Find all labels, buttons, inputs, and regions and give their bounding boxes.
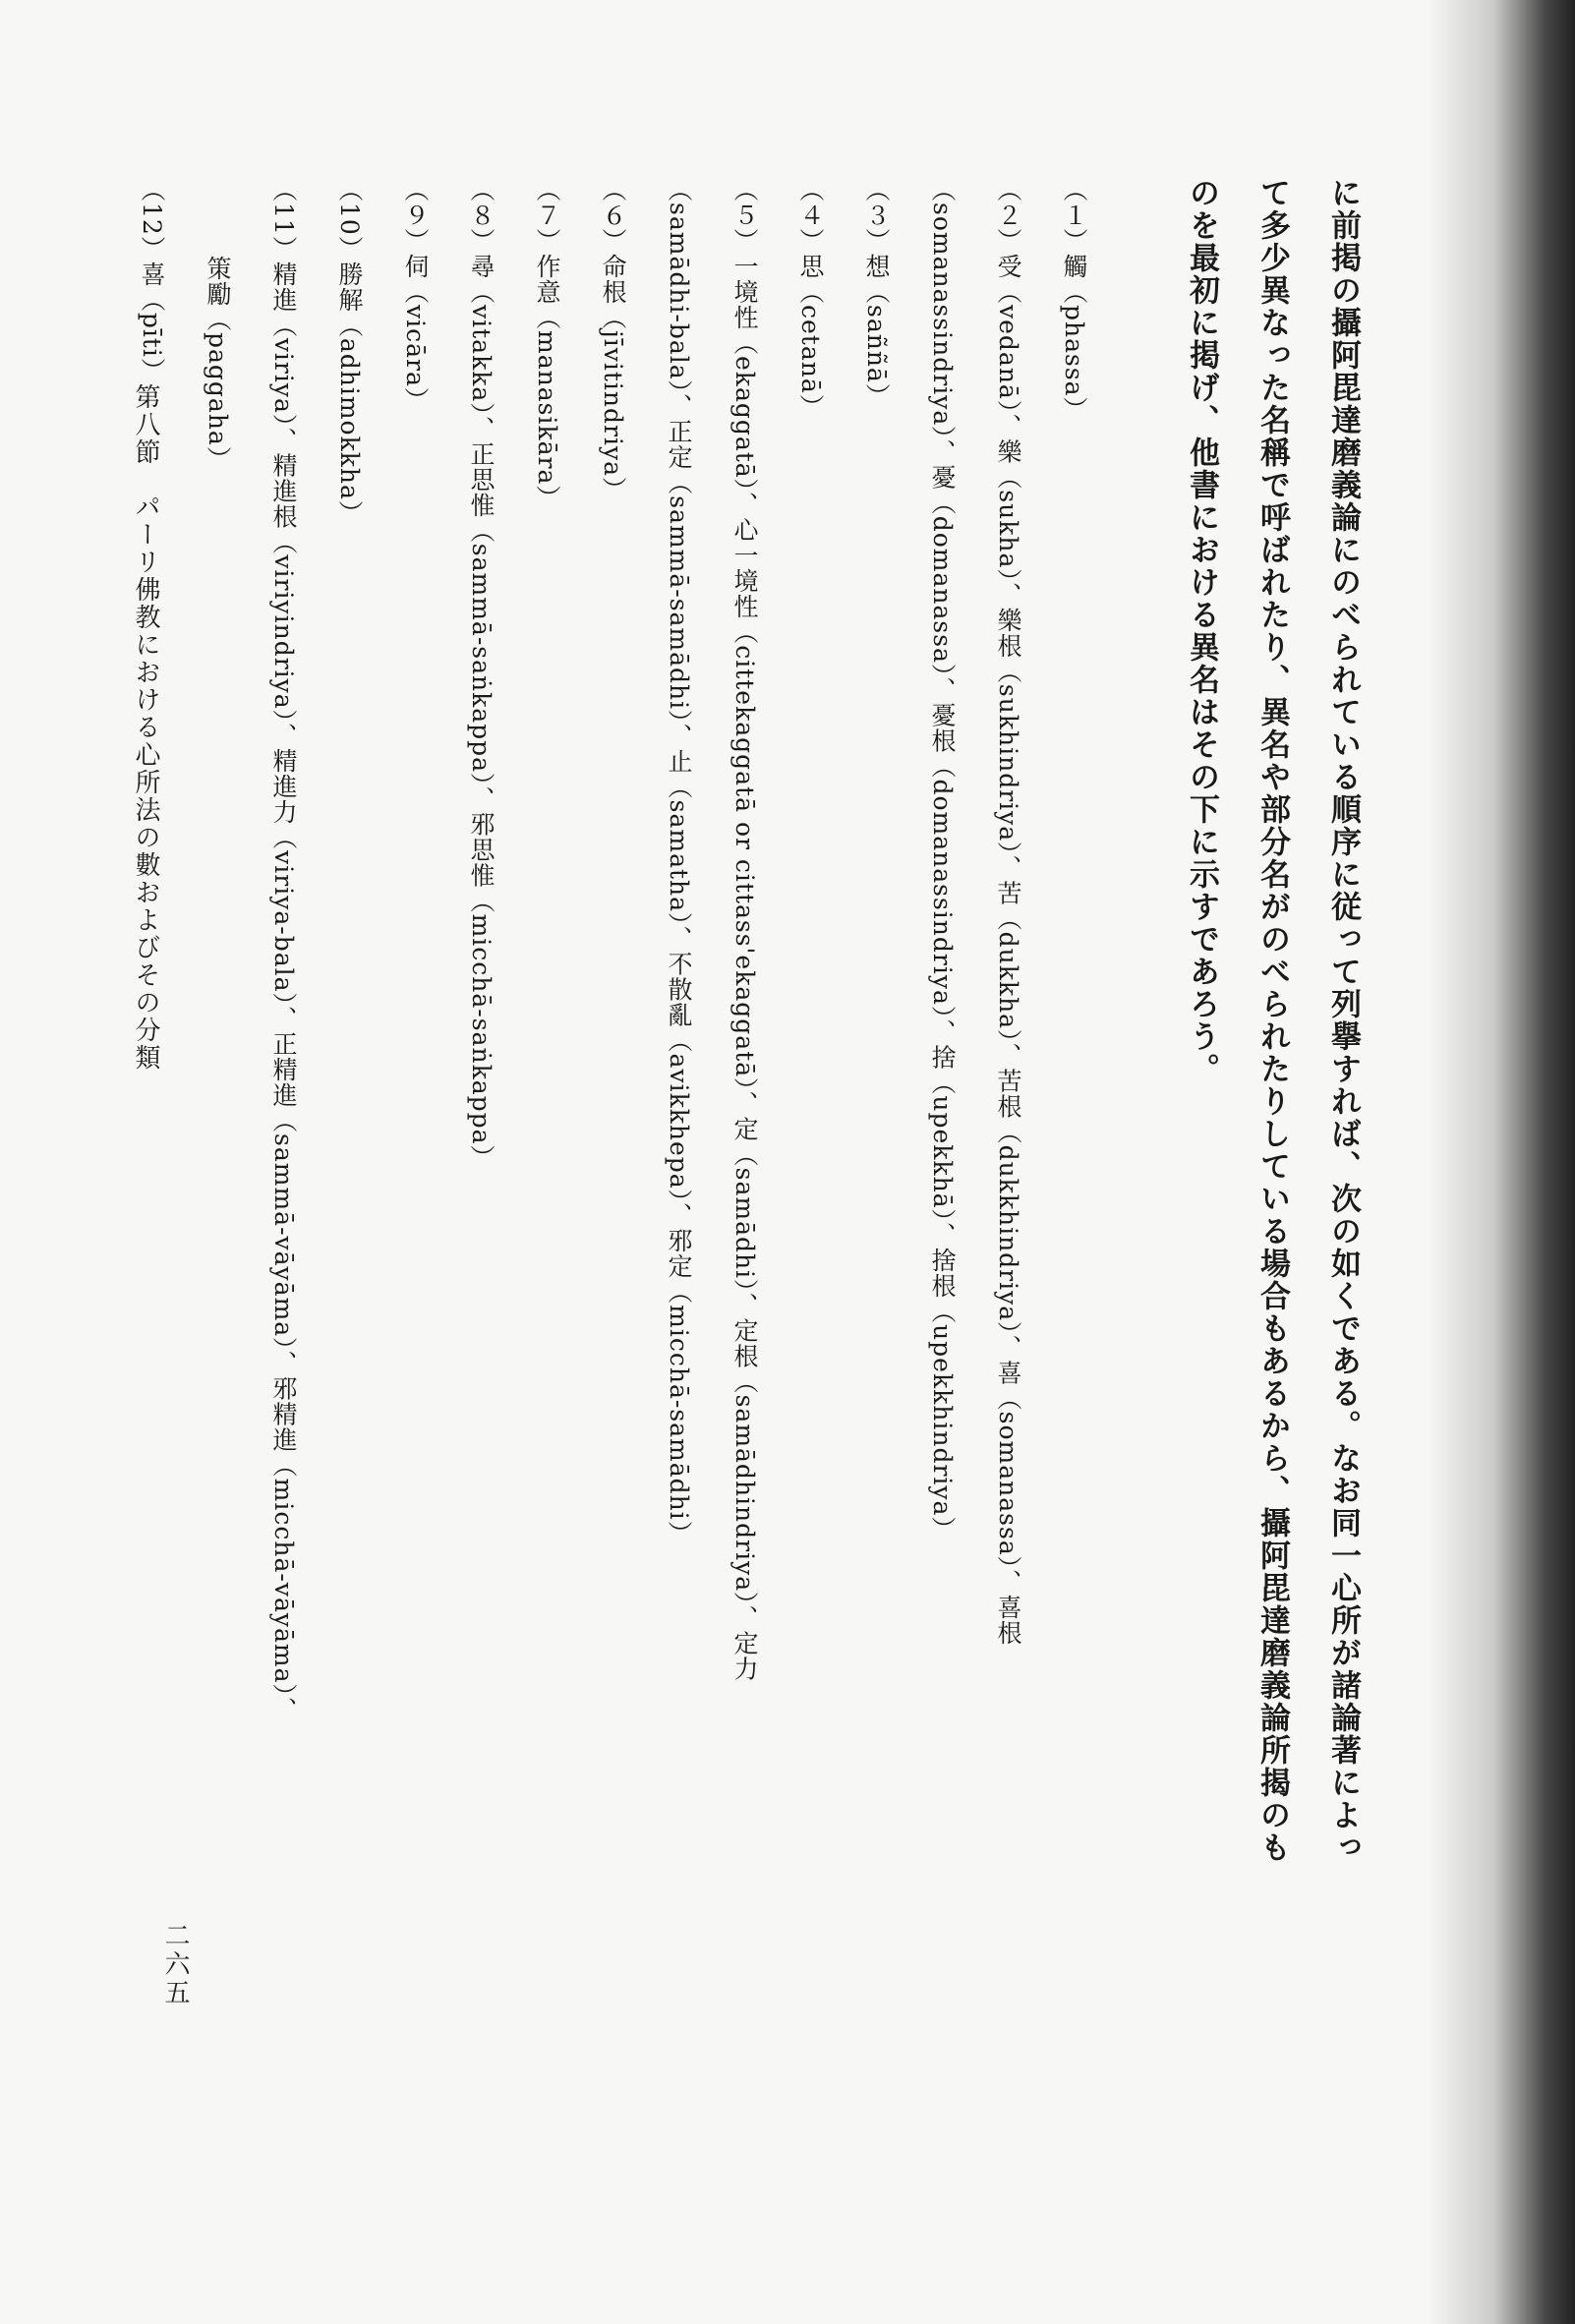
list-item-continuation: 策勵（paggaha） bbox=[204, 256, 232, 472]
running-footer-title: 第八節 パーリ佛教における心所法の數およびその分類 bbox=[131, 383, 160, 1072]
item-text: 作意（manasikāra） bbox=[533, 254, 561, 511]
item-text: 命根（jīvitindriya） bbox=[599, 254, 627, 502]
list-item bbox=[975, 177, 1041, 2222]
intro-paragraph bbox=[1166, 177, 1378, 2222]
item-text: 受（vedanā）、樂（sukha）、樂根（sukhindriya）、苦（dukkha）、苦根（dukkhindriya）、喜（somanassa）、喜根 bbox=[994, 254, 1022, 1647]
item-number: （４） bbox=[796, 177, 825, 254]
list-item bbox=[712, 177, 778, 2222]
item-text: 勝解（adhimokkha） bbox=[335, 261, 364, 526]
list-item bbox=[382, 177, 448, 2222]
list-item bbox=[844, 177, 909, 2222]
list-item bbox=[580, 177, 646, 2222]
prose-line-2: て多少異なった名稱で呼ばれたり、異名や部分名がのべられたりしている場合もあるから、攝阿毘達磨義論所揭のも bbox=[1254, 177, 1290, 1864]
item-number: （12） bbox=[138, 177, 166, 261]
item-text: 精進（viriya）、精進根（viriyindriya）、精進力（viriya-bala）、正精進（sammā-vāyāma）、邪精進（micchā-vāyāma）、 bbox=[269, 261, 298, 1723]
vertical-text-body bbox=[119, 177, 1378, 2222]
item-number: （８） bbox=[467, 177, 496, 254]
list-item-continuation: （samādhi-bala）、正定（sammā-samādhi）、止（samatha）、不散亂（avikkhepa）、邪定（micchā-samādhi） bbox=[665, 177, 693, 1546]
list-item-continuation: （somanassindriya）、憂（domanassa）、憂根（domanassindriya）、捨（upekkhā）、捨根（upekkhindriya） bbox=[928, 177, 957, 1542]
mental-factor-list bbox=[119, 177, 1107, 2222]
item-number: （６） bbox=[599, 177, 627, 254]
item-text: 想（saññā） bbox=[862, 254, 891, 409]
prose-line-1: に前掲の攝阿毘達磨義論にのべられている順序に従って列擧すれば、次の如くである。なお同一心所が諸論著によっ bbox=[1325, 177, 1361, 1864]
list-item bbox=[317, 177, 382, 2222]
prose-line-3: のを最初に掲げ、他書における異名はその下に示すであろう。 bbox=[1184, 177, 1219, 1085]
item-number: （９） bbox=[401, 177, 430, 254]
item-text: 伺（vicāra） bbox=[401, 254, 430, 413]
page-number: 二六五 bbox=[160, 1922, 190, 2007]
item-number: （11） bbox=[269, 177, 298, 261]
item-number: （５） bbox=[730, 177, 759, 254]
item-text: 尋（vitakka）、正思惟（sammā-saṅkappa）、邪思惟（micchā-saṅkappa） bbox=[467, 254, 496, 1171]
item-text: 喜（pīti） bbox=[138, 261, 166, 383]
list-item bbox=[448, 177, 514, 2222]
list-item bbox=[251, 177, 317, 2222]
list-item bbox=[1041, 177, 1107, 2222]
item-text: 思（cetanā） bbox=[796, 254, 825, 420]
item-number: （10） bbox=[335, 177, 364, 261]
item-number: （３） bbox=[862, 177, 891, 254]
list-item bbox=[514, 177, 580, 2222]
page-edge-shadow bbox=[1428, 0, 1575, 2324]
item-text: 一境性（ekaggatā）、心一境性（cittekaggatā or cittass'ekaggatā）、定（samādhi）、定根（samādhindriya）、定力 bbox=[730, 254, 759, 1682]
item-number: （２） bbox=[994, 177, 1022, 254]
item-text: 觸（phassa） bbox=[1060, 254, 1088, 423]
list-item bbox=[778, 177, 844, 2222]
item-number: （７） bbox=[533, 177, 561, 254]
item-number: （１） bbox=[1060, 177, 1088, 254]
